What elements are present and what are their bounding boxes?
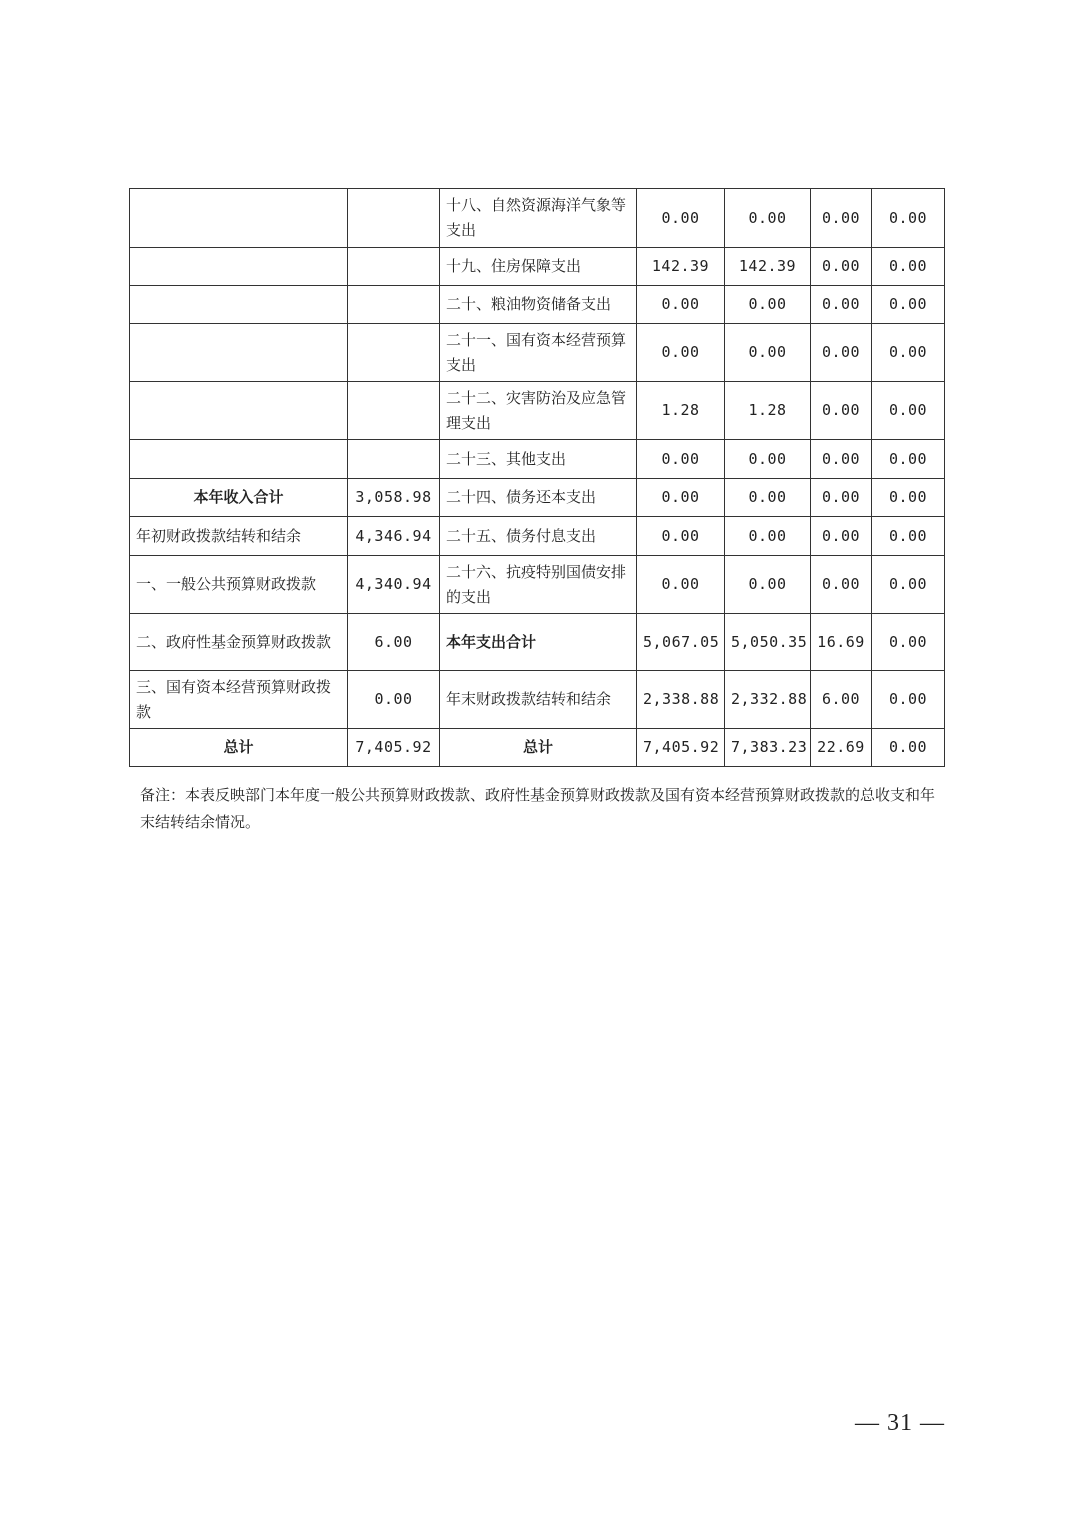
income-value-cell: 4,346.94 [348,517,440,556]
expense-general-cell: 0.00 [725,440,811,479]
expense-state-capital-cell: 0.00 [872,729,945,767]
expense-total-cell: 142.39 [637,248,725,286]
income-subtotal-label: 本年收入合计 [130,479,348,517]
table-row [130,382,945,440]
income-value-cell: 0.00 [348,671,440,729]
expense-total-cell: 0.00 [637,286,725,324]
expense-gov-fund-cell: 0.00 [811,324,872,382]
expense-gov-fund-cell: 6.00 [811,671,872,729]
expense-label-cell: 年末财政拨款结转和结余 [440,671,637,729]
page-number: — 31 — [855,1410,945,1436]
expense-general-cell: 142.39 [725,248,811,286]
expense-total-cell: 0.00 [637,556,725,614]
expense-gov-fund-cell: 0.00 [811,556,872,614]
table-row [130,729,945,767]
income-value-cell [348,189,440,248]
income-label-cell [130,286,348,324]
expense-state-capital-cell: 0.00 [872,479,945,517]
income-label-cell [130,324,348,382]
expense-total-cell: 2,338.88 [637,671,725,729]
expense-gov-fund-cell: 22.69 [811,729,872,767]
table-row [130,189,945,248]
expense-total-cell: 0.00 [637,440,725,479]
income-value-cell [348,382,440,440]
expense-general-cell: 0.00 [725,286,811,324]
expense-state-capital-cell: 0.00 [872,324,945,382]
expense-label-cell: 二十四、债务还本支出 [440,479,637,517]
income-value-cell: 6.00 [348,614,440,671]
expense-general-cell: 7,383.23 [725,729,811,767]
expense-gov-fund-cell: 0.00 [811,382,872,440]
expense-total-cell: 0.00 [637,324,725,382]
expense-gov-fund-cell: 16.69 [811,614,872,671]
income-label-cell: 年初财政拨款结转和结余 [130,517,348,556]
income-label-cell: 三、国有资本经营预算财政拨款 [130,671,348,729]
table-row [130,556,945,614]
expense-label-cell: 二十、粮油物资储备支出 [440,286,637,324]
expense-general-cell: 0.00 [725,324,811,382]
expense-general-cell: 0.00 [725,189,811,248]
expense-total-cell: 5,067.05 [637,614,725,671]
table-row [130,286,945,324]
expense-gov-fund-cell: 0.00 [811,248,872,286]
expense-general-cell: 0.00 [725,556,811,614]
table-note: 备注：本表反映部门本年度一般公共预算财政拨款、政府性基金预算财政拨款及国有资本经营预算财政拨款的总收支和年末结转结余情况。 [140,786,936,831]
expense-gov-fund-cell: 0.00 [811,440,872,479]
table-row [130,479,945,517]
table-row [130,517,945,556]
expense-state-capital-cell: 0.00 [872,189,945,248]
income-value-cell [348,286,440,324]
expense-gov-fund-cell: 0.00 [811,286,872,324]
table-row [130,614,945,671]
expense-state-capital-cell: 0.00 [872,382,945,440]
income-label-cell [130,440,348,479]
expense-general-cell: 0.00 [725,479,811,517]
expense-state-capital-cell: 0.00 [872,517,945,556]
expense-total-cell: 0.00 [637,189,725,248]
expense-label-cell: 二十三、其他支出 [440,440,637,479]
expense-total-cell: 0.00 [637,517,725,556]
expense-gov-fund-cell: 0.00 [811,517,872,556]
budget-table [129,188,945,767]
expense-general-cell: 5,050.35 [725,614,811,671]
income-value-cell: 4,340.94 [348,556,440,614]
expense-general-cell: 2,332.88 [725,671,811,729]
expense-state-capital-cell: 0.00 [872,286,945,324]
income-value-cell: 3,058.98 [348,479,440,517]
income-label-cell [130,189,348,248]
expense-subtotal-label: 本年支出合计 [440,614,637,671]
income-grand-total-label: 总计 [130,729,348,767]
income-value-cell [348,440,440,479]
income-label-cell [130,382,348,440]
table-row [130,324,945,382]
expense-total-cell: 7,405.92 [637,729,725,767]
income-value-cell: 7,405.92 [348,729,440,767]
expense-label-cell: 二十二、灾害防治及应急管理支出 [440,382,637,440]
expense-general-cell: 1.28 [725,382,811,440]
income-label-cell: 二、政府性基金预算财政拨款 [130,614,348,671]
income-label-cell: 一、一般公共预算财政拨款 [130,556,348,614]
income-value-cell [348,324,440,382]
expense-gov-fund-cell: 0.00 [811,479,872,517]
expense-state-capital-cell: 0.00 [872,671,945,729]
expense-state-capital-cell: 0.00 [872,248,945,286]
expense-state-capital-cell: 0.00 [872,556,945,614]
expense-label-cell: 十八、自然资源海洋气象等支出 [440,189,637,248]
expense-general-cell: 0.00 [725,517,811,556]
expense-state-capital-cell: 0.00 [872,614,945,671]
expense-gov-fund-cell: 0.00 [811,189,872,248]
income-value-cell [348,248,440,286]
expense-label-cell: 二十一、国有资本经营预算支出 [440,324,637,382]
expense-label-cell: 二十六、抗疫特别国债安排的支出 [440,556,637,614]
expense-state-capital-cell: 0.00 [872,440,945,479]
expense-total-cell: 0.00 [637,479,725,517]
expense-label-cell: 十九、住房保障支出 [440,248,637,286]
table-row [130,671,945,729]
expense-label-cell: 二十五、债务付息支出 [440,517,637,556]
expense-total-cell: 1.28 [637,382,725,440]
table-row [130,440,945,479]
expense-grand-total-label: 总计 [440,729,637,767]
table-row [130,248,945,286]
income-label-cell [130,248,348,286]
